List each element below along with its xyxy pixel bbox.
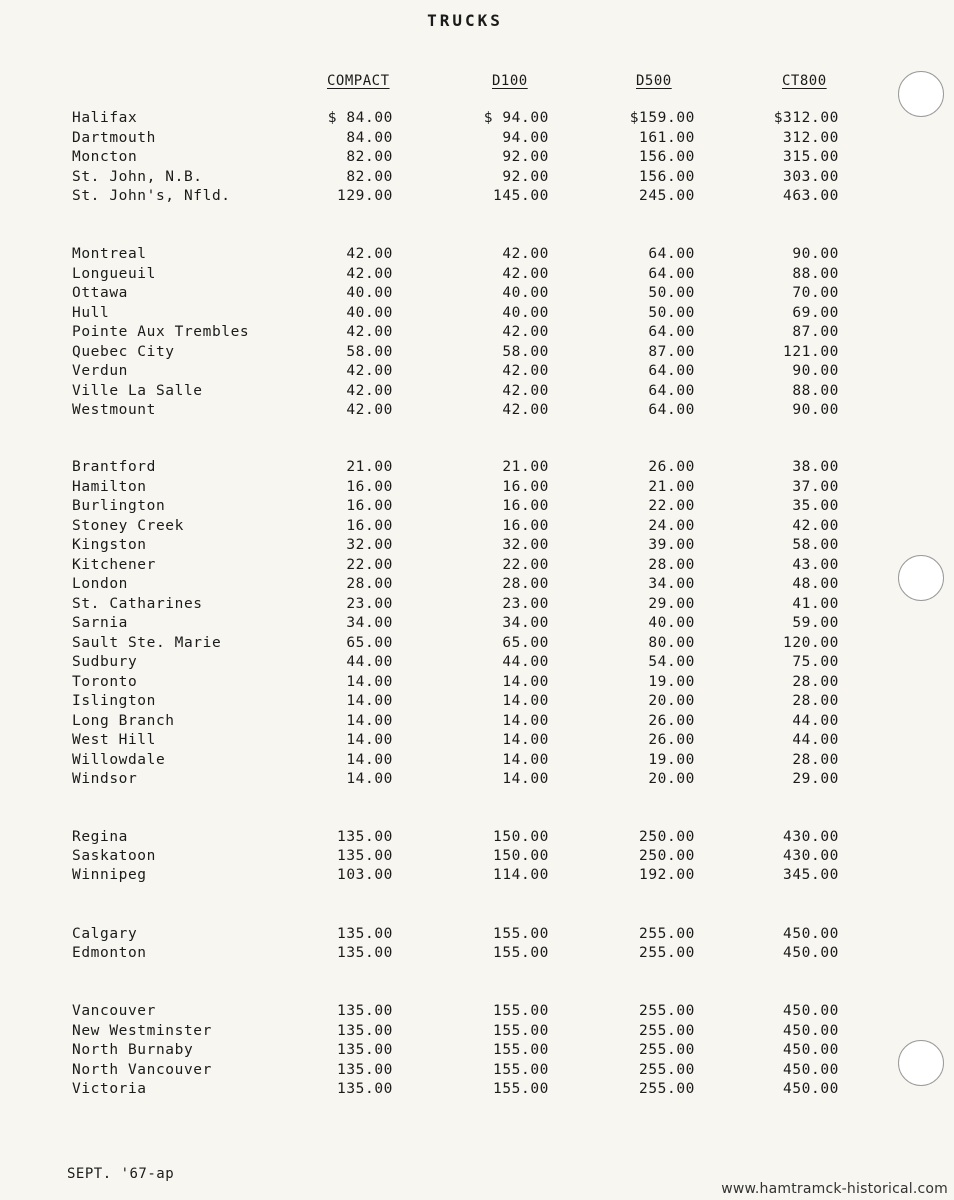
ct800-price: 44.00 [792, 732, 839, 748]
ct800-price: 450.00 [783, 945, 839, 961]
column-header-ct800: CT800 [782, 73, 827, 89]
compact-price: 135.00 [337, 848, 393, 864]
city-name: Winnipeg [72, 867, 147, 883]
compact-price: 135.00 [337, 1062, 393, 1078]
table-row [0, 363, 954, 381]
compact-price: 42.00 [346, 246, 393, 262]
city-name: Long Branch [72, 713, 175, 729]
ct800-price: 41.00 [792, 596, 839, 612]
compact-price: 135.00 [337, 926, 393, 942]
city-name: Victoria [72, 1081, 147, 1097]
d500-price: 26.00 [648, 713, 695, 729]
compact-price: 135.00 [337, 1081, 393, 1097]
compact-price: 14.00 [346, 713, 393, 729]
ct800-price: $312.00 [773, 110, 839, 126]
d100-price: 155.00 [493, 1062, 549, 1078]
d100-price: 16.00 [502, 498, 549, 514]
ct800-price: 59.00 [792, 615, 839, 631]
city-name: North Vancouver [72, 1062, 212, 1078]
compact-price: 14.00 [346, 752, 393, 768]
d500-price: 255.00 [639, 945, 695, 961]
ct800-price: 28.00 [792, 674, 839, 690]
watermark: www.hamtramck-historical.com [721, 1181, 948, 1197]
table-row [0, 926, 954, 944]
d100-price: 150.00 [493, 829, 549, 845]
city-name: St. John's, Nfld. [72, 188, 231, 204]
ct800-price: 37.00 [792, 479, 839, 495]
d100-price: 42.00 [502, 383, 549, 399]
d500-price: 161.00 [639, 130, 695, 146]
compact-price: 28.00 [346, 576, 393, 592]
column-header-compact: COMPACT [327, 73, 390, 89]
ct800-price: 430.00 [783, 848, 839, 864]
table-row [0, 848, 954, 866]
d100-price: 155.00 [493, 1023, 549, 1039]
column-header-d500: D500 [636, 73, 672, 89]
compact-price: 21.00 [346, 459, 393, 475]
table-row [0, 498, 954, 516]
city-name: London [72, 576, 128, 592]
compact-price: 23.00 [346, 596, 393, 612]
d100-price: 16.00 [502, 518, 549, 534]
compact-price: 135.00 [337, 1003, 393, 1019]
city-name: Quebec City [72, 344, 175, 360]
d100-price: 21.00 [502, 459, 549, 475]
compact-price: 14.00 [346, 732, 393, 748]
compact-price: 32.00 [346, 537, 393, 553]
city-name: Hull [72, 305, 110, 321]
city-name: Verdun [72, 363, 128, 379]
d500-price: 20.00 [648, 693, 695, 709]
table-row [0, 1062, 954, 1080]
column-header-d100: D100 [492, 73, 528, 89]
compact-price: 135.00 [337, 1023, 393, 1039]
d100-price: 42.00 [502, 363, 549, 379]
ct800-price: 28.00 [792, 752, 839, 768]
d500-price: 64.00 [648, 363, 695, 379]
city-name: St. John, N.B. [72, 169, 203, 185]
city-name: Burlington [72, 498, 166, 514]
city-name: Regina [72, 829, 128, 845]
ct800-price: 450.00 [783, 1023, 839, 1039]
d100-price: 155.00 [493, 926, 549, 942]
ct800-price: 44.00 [792, 713, 839, 729]
ct800-price: 35.00 [792, 498, 839, 514]
d100-price: 14.00 [502, 713, 549, 729]
city-name: Westmount [72, 402, 156, 418]
table-row [0, 402, 954, 420]
d100-price: 40.00 [502, 285, 549, 301]
compact-price: 42.00 [346, 402, 393, 418]
compact-price: 58.00 [346, 344, 393, 360]
city-name: Brantford [72, 459, 156, 475]
d500-price: 50.00 [648, 305, 695, 321]
ct800-price: 463.00 [783, 188, 839, 204]
d500-price: 156.00 [639, 169, 695, 185]
table-row [0, 169, 954, 187]
city-name: Kitchener [72, 557, 156, 573]
d500-price: 34.00 [648, 576, 695, 592]
table-row [0, 149, 954, 167]
table-row [0, 246, 954, 264]
d100-price: $ 94.00 [483, 110, 549, 126]
ct800-price: 28.00 [792, 693, 839, 709]
city-name: Willowdale [72, 752, 166, 768]
compact-price: 16.00 [346, 479, 393, 495]
d500-price: 19.00 [648, 674, 695, 690]
d500-price: 50.00 [648, 285, 695, 301]
d500-price: 255.00 [639, 1081, 695, 1097]
d100-price: 150.00 [493, 848, 549, 864]
d100-price: 40.00 [502, 305, 549, 321]
compact-price: 42.00 [346, 266, 393, 282]
d100-price: 155.00 [493, 945, 549, 961]
table-row [0, 576, 954, 594]
ct800-price: 29.00 [792, 771, 839, 787]
ct800-price: 312.00 [783, 130, 839, 146]
table-row [0, 266, 954, 284]
table-row [0, 615, 954, 633]
d500-price: 29.00 [648, 596, 695, 612]
d500-price: 250.00 [639, 848, 695, 864]
d100-price: 14.00 [502, 771, 549, 787]
ct800-price: 450.00 [783, 1042, 839, 1058]
city-name: Sarnia [72, 615, 128, 631]
compact-price: 16.00 [346, 518, 393, 534]
ct800-price: 48.00 [792, 576, 839, 592]
table-row [0, 1003, 954, 1021]
compact-price: 34.00 [346, 615, 393, 631]
d500-price: 245.00 [639, 188, 695, 204]
compact-price: 40.00 [346, 305, 393, 321]
table-row [0, 654, 954, 672]
d100-price: 22.00 [502, 557, 549, 573]
d500-price: 255.00 [639, 1003, 695, 1019]
d500-price: 39.00 [648, 537, 695, 553]
city-name: Edmonton [72, 945, 147, 961]
table-row [0, 518, 954, 536]
d500-price: 192.00 [639, 867, 695, 883]
city-name: Islington [72, 693, 156, 709]
city-name: Hamilton [72, 479, 147, 495]
table-row [0, 829, 954, 847]
d100-price: 14.00 [502, 732, 549, 748]
city-name: Pointe Aux Trembles [72, 324, 250, 340]
city-name: Montreal [72, 246, 147, 262]
compact-price: 65.00 [346, 635, 393, 651]
compact-price: 22.00 [346, 557, 393, 573]
d100-price: 32.00 [502, 537, 549, 553]
compact-price: 84.00 [346, 130, 393, 146]
ct800-price: 303.00 [783, 169, 839, 185]
ct800-price: 121.00 [783, 344, 839, 360]
ct800-price: 450.00 [783, 926, 839, 942]
table-row [0, 1042, 954, 1060]
table-row [0, 596, 954, 614]
table-row [0, 383, 954, 401]
d500-price: 64.00 [648, 324, 695, 340]
city-name: St. Catharines [72, 596, 203, 612]
compact-price: 82.00 [346, 169, 393, 185]
footer-date: SEPT. '67-ap [67, 1166, 175, 1182]
d500-price: $159.00 [629, 110, 695, 126]
d100-price: 23.00 [502, 596, 549, 612]
d500-price: 250.00 [639, 829, 695, 845]
d500-price: 19.00 [648, 752, 695, 768]
d500-price: 64.00 [648, 266, 695, 282]
ct800-price: 75.00 [792, 654, 839, 670]
compact-price: 82.00 [346, 149, 393, 165]
compact-price: $ 84.00 [327, 110, 393, 126]
table-row [0, 459, 954, 477]
d100-price: 44.00 [502, 654, 549, 670]
city-name: Moncton [72, 149, 138, 165]
table-row [0, 324, 954, 342]
d100-price: 16.00 [502, 479, 549, 495]
table-row [0, 674, 954, 692]
d100-price: 42.00 [502, 324, 549, 340]
table-row [0, 771, 954, 789]
compact-price: 14.00 [346, 674, 393, 690]
city-name: Windsor [72, 771, 138, 787]
ct800-price: 38.00 [792, 459, 839, 475]
table-row [0, 713, 954, 731]
table-row [0, 635, 954, 653]
table-row [0, 557, 954, 575]
d500-price: 80.00 [648, 635, 695, 651]
table-row [0, 110, 954, 128]
d500-price: 156.00 [639, 149, 695, 165]
city-name: Longueuil [72, 266, 156, 282]
city-name: Sault Ste. Marie [72, 635, 222, 651]
city-name: Halifax [72, 110, 138, 126]
ct800-price: 88.00 [792, 383, 839, 399]
ct800-price: 450.00 [783, 1081, 839, 1097]
d100-price: 14.00 [502, 693, 549, 709]
compact-price: 14.00 [346, 693, 393, 709]
ct800-price: 90.00 [792, 402, 839, 418]
table-row [0, 867, 954, 885]
compact-price: 129.00 [337, 188, 393, 204]
ct800-price: 70.00 [792, 285, 839, 301]
d500-price: 64.00 [648, 383, 695, 399]
d500-price: 28.00 [648, 557, 695, 573]
table-row [0, 285, 954, 303]
table-row [0, 752, 954, 770]
ct800-price: 430.00 [783, 829, 839, 845]
ct800-price: 87.00 [792, 324, 839, 340]
compact-price: 42.00 [346, 383, 393, 399]
city-name: Sudbury [72, 654, 138, 670]
ct800-price: 315.00 [783, 149, 839, 165]
d100-price: 155.00 [493, 1003, 549, 1019]
ct800-price: 450.00 [783, 1003, 839, 1019]
d500-price: 20.00 [648, 771, 695, 787]
d100-price: 94.00 [502, 130, 549, 146]
d500-price: 22.00 [648, 498, 695, 514]
d100-price: 92.00 [502, 169, 549, 185]
table-row [0, 188, 954, 206]
d100-price: 92.00 [502, 149, 549, 165]
d500-price: 255.00 [639, 926, 695, 942]
table-row [0, 1081, 954, 1099]
compact-price: 44.00 [346, 654, 393, 670]
city-name: Dartmouth [72, 130, 156, 146]
table-row [0, 693, 954, 711]
compact-price: 42.00 [346, 324, 393, 340]
d100-price: 155.00 [493, 1081, 549, 1097]
d100-price: 42.00 [502, 402, 549, 418]
ct800-price: 90.00 [792, 246, 839, 262]
ct800-price: 58.00 [792, 537, 839, 553]
table-row [0, 344, 954, 362]
d100-price: 114.00 [493, 867, 549, 883]
d100-price: 28.00 [502, 576, 549, 592]
compact-price: 16.00 [346, 498, 393, 514]
table-row [0, 732, 954, 750]
city-name: Saskatoon [72, 848, 156, 864]
compact-price: 135.00 [337, 829, 393, 845]
ct800-price: 43.00 [792, 557, 839, 573]
d100-price: 145.00 [493, 188, 549, 204]
d100-price: 58.00 [502, 344, 549, 360]
d100-price: 42.00 [502, 266, 549, 282]
d100-price: 65.00 [502, 635, 549, 651]
table-row [0, 945, 954, 963]
city-name: Calgary [72, 926, 138, 942]
d500-price: 54.00 [648, 654, 695, 670]
d500-price: 255.00 [639, 1042, 695, 1058]
table-row [0, 537, 954, 555]
table-row [0, 130, 954, 148]
compact-price: 103.00 [337, 867, 393, 883]
table-row [0, 305, 954, 323]
compact-price: 14.00 [346, 771, 393, 787]
ct800-price: 69.00 [792, 305, 839, 321]
city-name: Ottawa [72, 285, 128, 301]
city-name: New Westminster [72, 1023, 212, 1039]
city-name: North Burnaby [72, 1042, 194, 1058]
compact-price: 42.00 [346, 363, 393, 379]
table-row [0, 479, 954, 497]
city-name: Kingston [72, 537, 147, 553]
city-name: West Hill [72, 732, 156, 748]
compact-price: 40.00 [346, 285, 393, 301]
ct800-price: 345.00 [783, 867, 839, 883]
d500-price: 255.00 [639, 1062, 695, 1078]
d500-price: 26.00 [648, 459, 695, 475]
ct800-price: 120.00 [783, 635, 839, 651]
compact-price: 135.00 [337, 1042, 393, 1058]
d500-price: 40.00 [648, 615, 695, 631]
d100-price: 42.00 [502, 246, 549, 262]
d100-price: 34.00 [502, 615, 549, 631]
d100-price: 14.00 [502, 752, 549, 768]
d100-price: 155.00 [493, 1042, 549, 1058]
d500-price: 64.00 [648, 402, 695, 418]
compact-price: 135.00 [337, 945, 393, 961]
city-name: Vancouver [72, 1003, 156, 1019]
d500-price: 64.00 [648, 246, 695, 262]
d500-price: 255.00 [639, 1023, 695, 1039]
page-title: TRUCKS [427, 11, 503, 30]
table-row [0, 1023, 954, 1041]
ct800-price: 90.00 [792, 363, 839, 379]
ct800-price: 450.00 [783, 1062, 839, 1078]
d500-price: 24.00 [648, 518, 695, 534]
d500-price: 21.00 [648, 479, 695, 495]
d100-price: 14.00 [502, 674, 549, 690]
ct800-price: 42.00 [792, 518, 839, 534]
ct800-price: 88.00 [792, 266, 839, 282]
d500-price: 26.00 [648, 732, 695, 748]
d500-price: 87.00 [648, 344, 695, 360]
city-name: Toronto [72, 674, 138, 690]
city-name: Stoney Creek [72, 518, 184, 534]
city-name: Ville La Salle [72, 383, 203, 399]
